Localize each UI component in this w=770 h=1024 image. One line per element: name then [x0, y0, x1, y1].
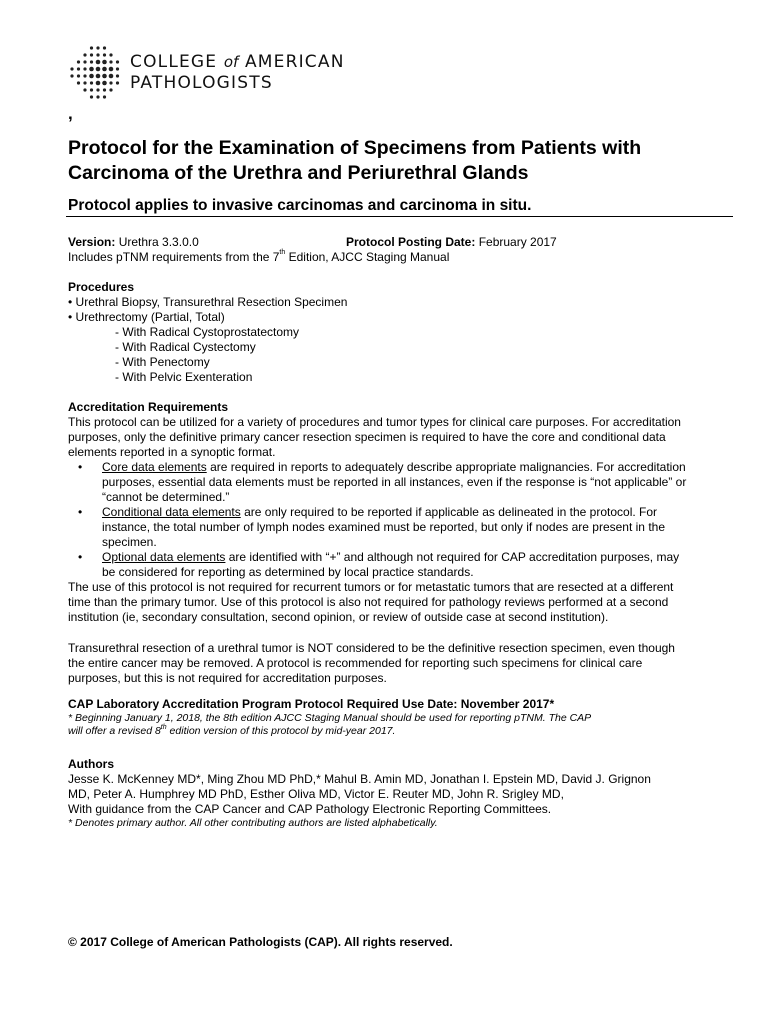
cap-required-note-2: [68, 725, 708, 738]
list-item: • Conditional data elements are only required to be reported if applicable as delineated in the protocol. For instance, the total number of lymph nodes examined must be reported, but only if nodes are present in the specimen.: [78, 505, 665, 549]
posting-value: February 2017: [478, 235, 557, 249]
posting-label: Protocol Posting Date:: [346, 235, 476, 249]
cap-required-note-1: * Beginning January 1, 2018, the 8th edition AJCC Staging Manual should be used for reporting pTNM. The CAP: [68, 712, 592, 724]
copyright-footer: © 2017 College of American Pathologists (CAP). All rights reserved.: [68, 935, 453, 949]
page-title: Protocol for the Examination of Specimens from Patients with Carcinoma of the Urethra and Periurethral Glands: [68, 137, 642, 184]
version-line: [68, 235, 199, 250]
title-divider: [66, 216, 733, 217]
accreditation-section: [68, 400, 693, 625]
bullet-text: are identified with “+” and although not required for CAP accreditation purposes, may be considered for reporting as determined by local practice standards.: [102, 550, 680, 579]
includes-line: [68, 250, 449, 265]
transurethral-text: Transurethral resection of a urethral tumor is NOT considered to be the definitive resection specimen, even though the entire cancer may be removed. A protocol is recommended for reporting such specimens for clinical care purposes, but this is not required for accreditation purposes.: [68, 641, 675, 685]
authors-note: * Denotes primary author. All other contributing authors are listed alphabetically.: [68, 817, 438, 829]
cap-required-use-section: [68, 697, 708, 738]
authors-heading: Authors: [68, 757, 114, 771]
includes-text: Includes pTNM requirements from the 7: [68, 250, 280, 264]
authors-line: MD, Peter A. Humphrey MD PhD, Esther Oliva MD, Victor E. Reuter MD, John R. Srigley MD,: [68, 787, 564, 801]
logo-word-american: AMERICAN: [244, 52, 345, 72]
transurethral-note: [68, 641, 693, 686]
bullet-text: are required in reports to adequately describe appropriate malignancies. For accreditation purposes, essential data elements must be reported in all instances, even if the response is “not applicable” or “cannot be determined.”: [102, 460, 687, 504]
page-subtitle: Protocol applies to invasive carcinomas and carcinoma in situ.: [68, 197, 532, 214]
version-label: Version:: [68, 235, 116, 249]
note-text-end: edition version of this protocol by mid-year 2017.: [166, 725, 396, 737]
procedure-subitem: - With Radical Cystoprostatectomy: [115, 325, 300, 339]
version-value: Urethra 3.3.0.0: [118, 235, 199, 249]
procedure-item: • Urethral Biopsy, Transurethral Resection Specimen: [68, 295, 348, 309]
list-item: • Core data elements are required in reports to adequately describe appropriate malignancies. For accreditation purposes, essential data elements must be reported in all instances, even if the response is “not applicable” or “cannot be determined.”: [78, 460, 687, 504]
procedure-subitem: - With Radical Cystectomy: [115, 340, 256, 354]
bullet-text: are only required to be reported if applicable as delineated in the protocol. For instance, the total number of lymph nodes examined must be reported, but only if nodes are present in the specimen.: [102, 505, 665, 549]
note-sup: th: [160, 724, 167, 731]
list-item: • Optional data elements are identified with “+” and although not required for CAP accreditation purposes, may be considered for reporting as determined by local practice standards.: [78, 550, 680, 579]
procedures-section: [68, 280, 708, 385]
posting-date: [346, 235, 557, 250]
note-text: will offer a revised 8: [68, 725, 161, 737]
cap-required-heading: CAP Laboratory Accreditation Program Protocol Required Use Date: November 2017*: [68, 697, 555, 711]
logo-word-college: COLLEGE: [130, 52, 218, 72]
includes-sup: th: [279, 249, 286, 256]
authors-guidance: With guidance from the CAP Cancer and CAP Pathology Electronic Reporting Committees.: [68, 802, 552, 816]
authors-line: Jesse K. McKenney MD*, Ming Zhou MD PhD,* Mahul B. Amin MD, Jonathan I. Epstein MD, David J. Grignon: [68, 772, 651, 786]
optional-data-elements-term: Optional data elements: [102, 550, 226, 564]
accreditation-bullets: [68, 460, 693, 580]
procedures-heading: Procedures: [68, 280, 135, 294]
accreditation-outro: The use of this protocol is not required for recurrent tumors or for metastatic tumors that are resected at a different time than the primary tumor. Use of this protocol is also not required for pathology reviews performed at a second institution (ie, secondary consultation, second opinion, or review of outside case at second institution).: [68, 580, 674, 624]
cap-logo: [68, 44, 368, 102]
accreditation-heading: Accreditation Requirements: [68, 400, 229, 414]
stray-comma: ,: [68, 104, 73, 123]
authors-section: [68, 757, 708, 830]
procedure-item: • Urethrectomy (Partial, Total): [68, 310, 225, 324]
procedure-subitem: - With Pelvic Exenteration: [115, 370, 253, 384]
cap-logo-wordmark: [130, 52, 345, 94]
conditional-data-elements-term: Conditional data elements: [102, 505, 241, 519]
logo-word-pathologists: PATHOLOGISTS: [130, 73, 273, 93]
core-data-elements-term: Core data elements: [102, 460, 207, 474]
includes-text-end: Edition, AJCC Staging Manual: [285, 250, 450, 264]
accreditation-intro: This protocol can be utilized for a variety of procedures and tumor types for clinical care purposes. For accreditation purposes, only the definitive primary cancer resection specimen is required to have the core and conditional data elements reported in a synoptic format.: [68, 415, 681, 459]
logo-word-of: of: [223, 53, 239, 71]
procedure-subitem: - With Penectomy: [115, 355, 210, 369]
cap-logo-dots-icon: [68, 44, 124, 102]
